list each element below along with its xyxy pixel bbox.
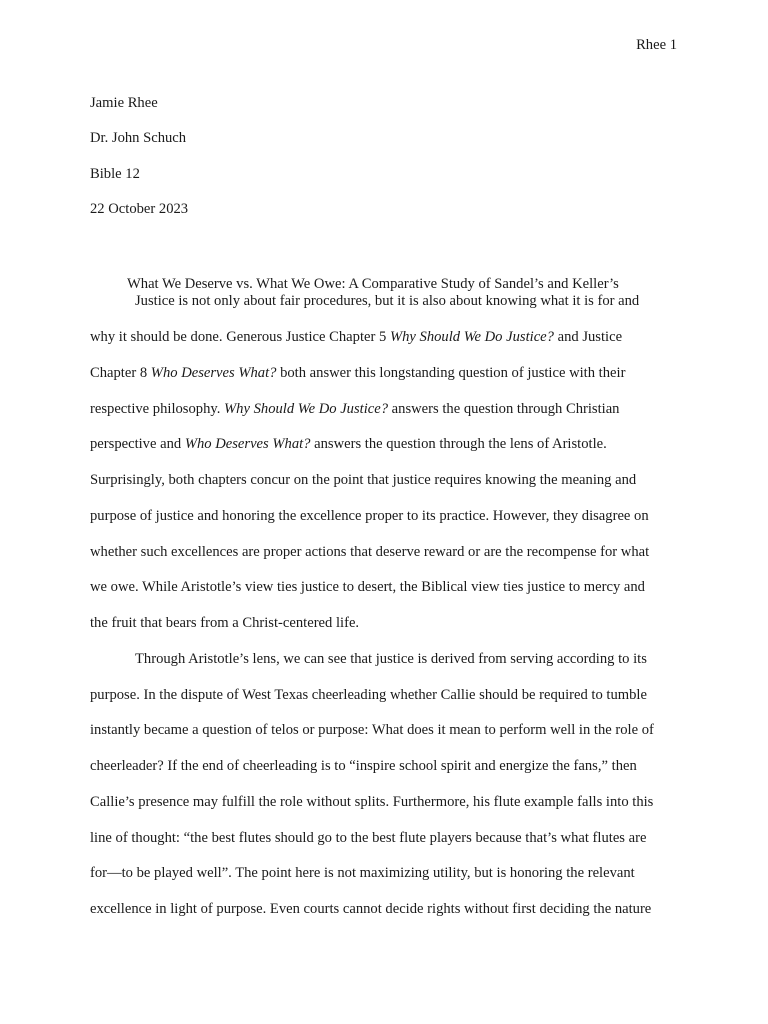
paragraph-line: whether such excellences are proper actions that deserve reward or are the recompense for what bbox=[90, 544, 650, 560]
paragraph-line: the fruit that bears from a Christ-centered life. bbox=[90, 615, 360, 631]
text-run: perspective and bbox=[90, 436, 185, 452]
paragraph-line: line of thought: “the best flutes should go to the best flute players because that’s what flutes are bbox=[90, 830, 647, 846]
text-run: and Justice bbox=[553, 329, 623, 345]
paragraph-line: purpose. In the dispute of West Texas cheerleading whether Callie should be required to tumble bbox=[90, 687, 647, 703]
italic-title: Who Deserves What? bbox=[150, 365, 277, 381]
author-name: Jamie Rhee bbox=[90, 95, 158, 111]
paragraph-line: Justice is not only about fair procedures, but it is also about knowing what it is for and bbox=[135, 293, 640, 309]
paragraph-line: for—to be played well”. The point here is not maximizing utility, but is honoring the relevant bbox=[90, 865, 635, 881]
essay-title: What We Deserve vs. What We Owe: A Comparative Study of Sandel’s and Keller’s bbox=[127, 276, 619, 292]
paragraph-line: instantly became a question of telos or purpose: What does it mean to perform well in the role of bbox=[90, 722, 654, 738]
text-run: Chapter 8 bbox=[90, 365, 151, 381]
paragraph-line: purpose of justice and honoring the excellence proper to its practice. However, they disagree on bbox=[90, 508, 649, 524]
instructor-name: Dr. John Schuch bbox=[90, 130, 187, 146]
date-line: 22 October 2023 bbox=[90, 201, 189, 217]
text-run: both answer this longstanding question of justice with their bbox=[276, 365, 626, 381]
text-run: answers the question through Christian bbox=[388, 401, 620, 417]
paragraph-line bbox=[90, 435, 607, 453]
paragraph-line: Through Aristotle’s lens, we can see that justice is derived from serving according to its bbox=[135, 651, 647, 667]
italic-title: Why Should We Do Justice? bbox=[224, 401, 389, 417]
text-run: respective philosophy. bbox=[90, 401, 225, 417]
paragraph-line: Surprisingly, both chapters concur on the point that justice requires knowing the meaning and bbox=[90, 472, 637, 488]
paragraph-line: Callie’s presence may fulfill the role without splits. Furthermore, his flute example falls into this bbox=[90, 794, 654, 810]
paragraph-line: cheerleader? If the end of cheerleading is to “inspire school spirit and energize the fans,” then bbox=[90, 758, 637, 774]
paragraph-line bbox=[90, 328, 622, 346]
italic-title: Who Deserves What? bbox=[184, 436, 311, 452]
running-head: Rhee 1 bbox=[636, 37, 677, 53]
paragraph-line: we owe. While Aristotle’s view ties justice to desert, the Biblical view ties justice to mercy and bbox=[90, 579, 645, 595]
course-name: Bible 12 bbox=[90, 166, 140, 182]
text-run: why it should be done. Generous Justice Chapter 5 bbox=[90, 329, 390, 345]
italic-title: Why Should We Do Justice? bbox=[389, 329, 554, 345]
paragraph-line: excellence in light of purpose. Even courts cannot decide rights without first deciding the nature bbox=[90, 901, 652, 917]
paragraph-line bbox=[90, 364, 625, 382]
text-run: answers the question through the lens of Aristotle. bbox=[310, 436, 607, 452]
paragraph-line bbox=[90, 400, 619, 418]
